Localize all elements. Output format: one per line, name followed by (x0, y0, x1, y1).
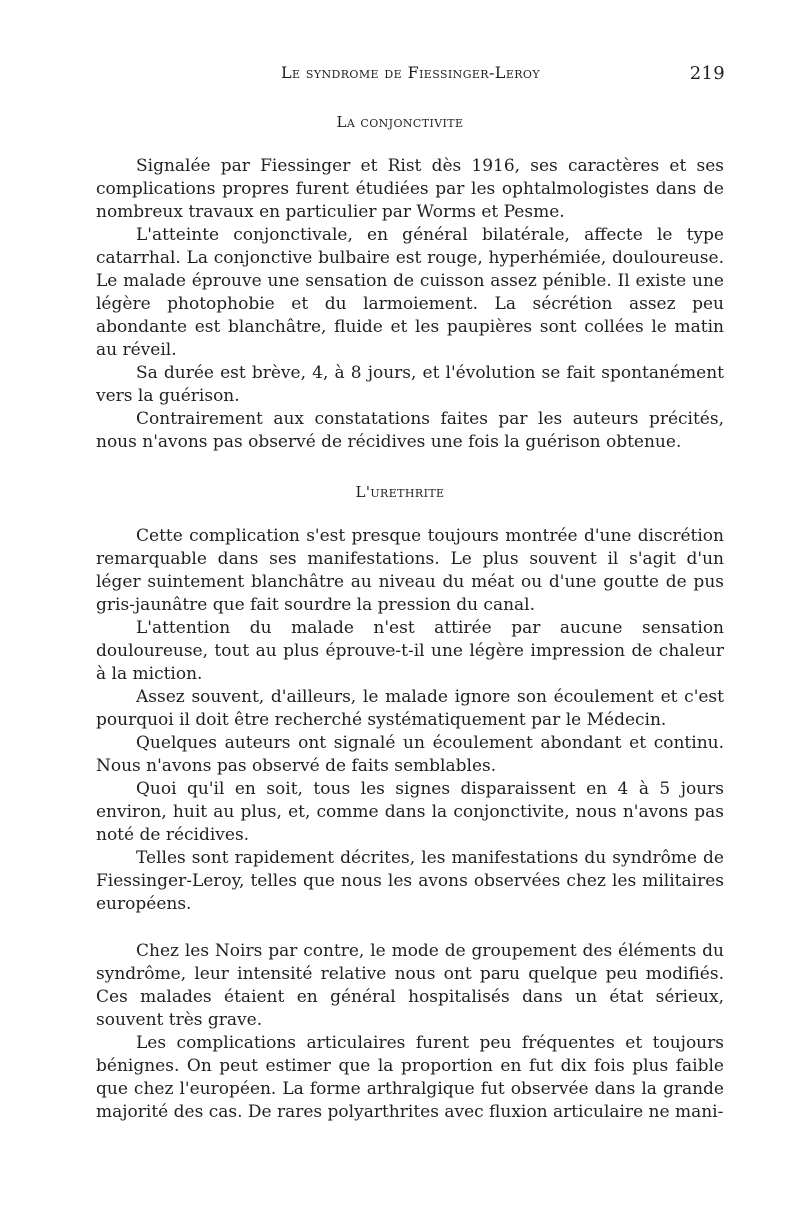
paragraph: Telles sont rapidement décrites, les manifestations du syndrôme de Fiessinger-Leroy, telles que nous les avons observées chez les militaires européens. (96, 848, 724, 914)
section-body-noirs (96, 940, 724, 1124)
paragraph: Cette complication s'est presque toujours montrée d'une discrétion remarquable dans ses manifestations. Le plus souvent il s'agit d'un léger suintement blanchâtre au niveau du méat ou d'une goutte de pus gris-jaunâtre que fait sourdre la pression du canal. (96, 526, 724, 615)
paragraph: Chez les Noirs par contre, le mode de groupement des éléments du syndrôme, leur intensité relative nous ont paru quelque peu modifiés. Ces malades étaient en général hospitalisés dans un état sérieux, souvent très grave. (96, 941, 724, 1030)
running-head (96, 63, 725, 91)
section-heading-urethrite: L'urethrite (355, 483, 445, 501)
section-heading-conjonctivite: La conjonctivite (336, 113, 464, 131)
paragraph: Contrairement aux constatations faites par les auteurs précités, nous n'avons pas observé de récidives une fois la guérison obtenue. (96, 409, 724, 452)
section-body-conjonctivite (96, 155, 724, 454)
running-title: Le syndrome de Fiessinger-Leroy (280, 63, 541, 82)
paragraph: Quoi qu'il en soit, tous les signes disparaissent en 4 à 5 jours environ, huit au plus, et, comme dans la conjonctivite, nous n'avons pas noté de récidives. (96, 779, 724, 845)
page-number: 219 (689, 63, 725, 84)
paragraph: Sa durée est brève, 4, à 8 jours, et l'évolution se fait spontanément vers la guérison. (96, 363, 724, 406)
paragraph: Les complications articulaires furent peu fréquentes et toujours bénignes. On peut estimer que la proportion en fut dix fois plus faible que chez l'européen. La forme arthralgique fut observée dans la grande majorité des cas. De rares polyarthrites avec fluxion articulaire ne mani- (96, 1033, 724, 1122)
section-body-urethrite (96, 525, 724, 916)
paragraph: Assez souvent, d'ailleurs, le malade ignore son écoulement et c'est pourquoi il doit être recherché systématiquement par le Médecin. (96, 687, 724, 730)
paragraph: L'atteinte conjonctivale, en général bilatérale, affecte le type catarrhal. La conjonctive bulbaire est rouge, hyperhémiée, douloureuse. Le malade éprouve une sensation de cuisson assez pénible. Il existe une légère photophobie et du larmoiement. La sécrétion assez peu abondante est blanchâtre, fluide et les paupières sont collées le matin au réveil. (96, 225, 724, 360)
paragraph: Quelques auteurs ont signalé un écoulement abondant et continu. Nous n'avons pas observé de faits semblables. (96, 733, 724, 776)
paragraph: L'attention du malade n'est attirée par aucune sensation douloureuse, tout au plus éprouve-t-il une légère impression de chaleur à la miction. (96, 618, 724, 684)
paragraph: Signalée par Fiessinger et Rist dès 1916, ses caractères et ses complications propres furent étudiées par les ophtalmologistes dans de nombreux travaux en particulier par Worms et Pesme. (96, 156, 724, 222)
